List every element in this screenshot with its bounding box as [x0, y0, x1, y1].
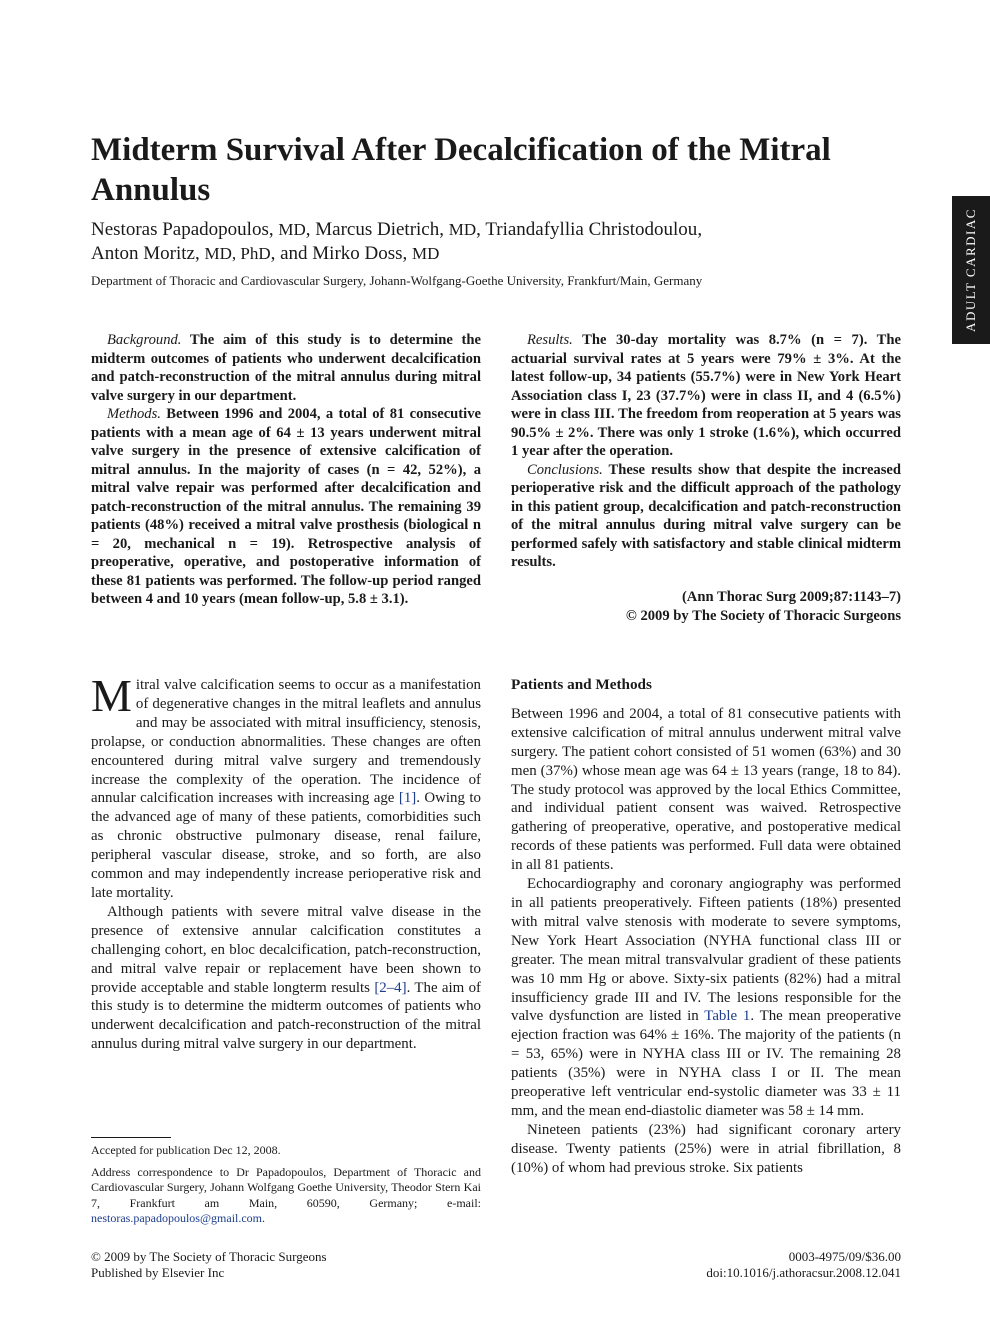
footer-right	[561, 1249, 901, 1280]
author-name: Anton Moritz	[91, 243, 195, 264]
abstract-methods-lead: Methods.	[107, 406, 161, 422]
intro-paragraph-2: Although patients with severe mitral valve disease in the presence of extensive annular calcification constitutes a challenging cohort, en bloc decalcification, patch-reconstruction, and mitral valve repair or replacement have been shown to provide acceptable and stable longterm results [2–4]. The aim of this study is to determine the midterm outcomes of patients who underwent decalcification and patch-reconstruction of the mitral annulus during mitral valve surgery in our department.	[91, 903, 481, 1053]
methods-column	[511, 676, 901, 1178]
footnote-divider	[91, 1137, 171, 1138]
abstract-background: Background. The aim of this study is to determine the midterm outcomes of patients who underwent decalcification and patch-reconstruction of the mitral annulus during mitral valve surgery in our department.	[91, 332, 481, 404]
journal-citation	[511, 588, 901, 626]
author-name: Mirko Doss	[312, 243, 403, 264]
methods-paragraph-1: Between 1996 and 2004, a total of 81 consecutive patients with extensive calcification of mitral annulus underwent mitral valve surgery. The patient cohort consisted of 51 women (63%) and 30 men (37%) whose mean age was 64 ± 13 years (range, 18 to 84). The study protocol was approved by the local Ethics Committee, and individual patient consent was waived. Retrospective gathering of preoperative, operative, and postoperative medical records of these patients was performed. Full data were obtained in all 81 patients.	[511, 705, 901, 874]
introduction-column	[91, 670, 481, 1054]
footer-left	[91, 1249, 491, 1280]
author-degree: MD	[448, 220, 477, 239]
email-link[interactable]: nestoras.papadopoulos@gmail.com	[91, 1211, 263, 1226]
footnote-correspondence: Address correspondence to Dr Papadopoulos, Department of Thoracic and Cardiovascular Surgery, Johann Wolfgang Goethe University, Theodor Stern Kai 7, Frankfurt am Main, 60590, Germany; e-mail: nestoras.papadopoulos@gmail.com.	[91, 1165, 481, 1226]
reference-link[interactable]: [2–4]	[374, 979, 407, 996]
citation-copyright: © 2009 by The Society of Thoracic Surgeons	[625, 608, 901, 624]
author-name: Nestoras Papadopoulos	[91, 219, 269, 240]
section-tab	[952, 196, 990, 344]
abstract-background-lead: Background.	[107, 332, 182, 348]
intro-paragraph-1: Mitral valve calcification seems to occur as a manifestation of degenerative changes in the mitral leaflets and annulus and may be associated with mitral insufficiency, stenosis, prolapse, or conduction abnormalities. These changes are often encountered during mitral valve surgery and tremendously increase the complexity of the operation. The incidence of annular calcification increases with increasing age [1]. Owing to the advanced age of many of these patients, comorbidities such as chronic obstructive pulmonary disease, renal failure, peripheral vascular disease, stroke, and so forth, are also common and may independently increase perioperative risk and late mortality.	[91, 670, 481, 901]
author-degree: MD	[412, 244, 440, 263]
reference-link[interactable]: [1]	[398, 790, 417, 807]
abstract-methods: Methods. Between 1996 and 2004, a total of 81 consecutive patients with a mean age of 64 ± 13 years underwent mitral valve surgery in the presence of extensive calcification of mitral annulus. In the majority of cases (n = 42, 52%), a mitral valve repair was performed after decalcification and patch-reconstruction of the mitral annulus. The remaining 39 patients (48%) received a mitral valve prosthesis (biological n = 20, mechanical n = 19). Retrospective analysis of preoperative, operative, and postoperative information of these 81 patients was performed. The follow-up period ranged between 4 and 10 years (mean follow-up, 5.8 ± 3.1).	[91, 406, 481, 607]
abstract-conclusions-lead: Conclusions.	[527, 461, 603, 478]
citation-reference: (Ann Thorac Surg 2009;87:1143–7)	[681, 589, 901, 605]
section-tab-label: ADULT CARDIAC	[963, 208, 978, 332]
footnote-accepted: Accepted for publication Dec 12, 2008.	[91, 1143, 281, 1157]
footer-copyright: © 2009 by The Society of Thoracic Surgeons	[91, 1249, 327, 1264]
section-heading: Patients and Methods	[511, 676, 652, 693]
footer-doi: doi:10.1016/j.athoracsur.2008.12.041	[706, 1264, 901, 1280]
methods-paragraph-2: Echocardiography and coronary angiography was performed in all patients preoperatively. Fifteen patients (18%) presented with mitral valve stenosis with moderate to severe symptoms, New York Heart Association (NYHA functional class III or greater. The mean mitral transvalvular gradient of these patients was 10 mm Hg or above. Sixty-six patients (82%) had a mitral insufficiency grade III and IV. The lesions responsible for the valve dysfunction are listed in Table 1. The mean preoperative ejection fraction was 64% ± 16%. The majority of the patients (n = 53, 65%) were in NYHA class III or IV. The remaining 28 patients (35%) were in NYHA class I or II. The mean preoperative left ventricular end-systolic diameter was 33 ± 11 mm, and the mean end-diastolic diameter was 58 ± 14 mm.	[511, 876, 901, 1119]
author-degree: MD	[278, 220, 306, 239]
author-name: Triandafyllia Christodoulou	[485, 219, 698, 240]
methods-paragraph-3: Nineteen patients (23%) had significant coronary artery disease. Twenty patients (25%) were in atrial fibrillation, 8 (10%) of whom had previous stroke. Six patients	[511, 1121, 901, 1176]
footer-issn: 0003-4975/09/$36.00	[788, 1249, 901, 1264]
author-name: Marcus Dietrich	[315, 219, 440, 240]
footer-publisher: Published by Elsevier Inc	[91, 1264, 225, 1280]
author-list: Nestoras Papadopoulos, MD, Marcus Dietrich, MD, Triandafyllia Christodoulou, Anton Moritz, MD, PhD, and Mirko Doss, MD	[91, 219, 703, 264]
abstract-conclusions: Conclusions. These results show that despite the increased perioperative risk and the difficult approach of the pathology in this patient group, decalcification and patch-reconstruction of the mitral annulus during mitral valve surgery can be performed safely with satisfactory and stable clinical midterm results.	[511, 461, 901, 570]
article-title: Midterm Survival After Decalcification of the Mitral Annulus	[91, 132, 831, 208]
abstract-results-lead: Results.	[527, 332, 573, 348]
author-degree: MD, PhD	[204, 244, 271, 263]
abstract-right-column	[511, 331, 901, 572]
drop-cap: M	[91, 670, 132, 721]
table-link[interactable]: Table 1	[704, 1008, 751, 1025]
abstract-left-column	[91, 331, 481, 609]
affiliation: Department of Thoracic and Cardiovascular Surgery, Johann-Wolfgang-Goethe University, Frankfurt/Main, Germany	[91, 273, 703, 288]
abstract-results: Results. The 30-day mortality was 8.7% (n = 7). The actuarial survival rates at 5 years were 79% ± 3%. At the latest follow-up, 34 patients (55.7%) were in New York Heart Association class I, 23 (37.7%) were in class II, and 4 (6.5%) were in class III. The freedom from reoperation at 5 years was 90.5% ± 2%. There was only 1 stroke (1.6%), which occurred 1 year after the operation.	[511, 332, 901, 459]
